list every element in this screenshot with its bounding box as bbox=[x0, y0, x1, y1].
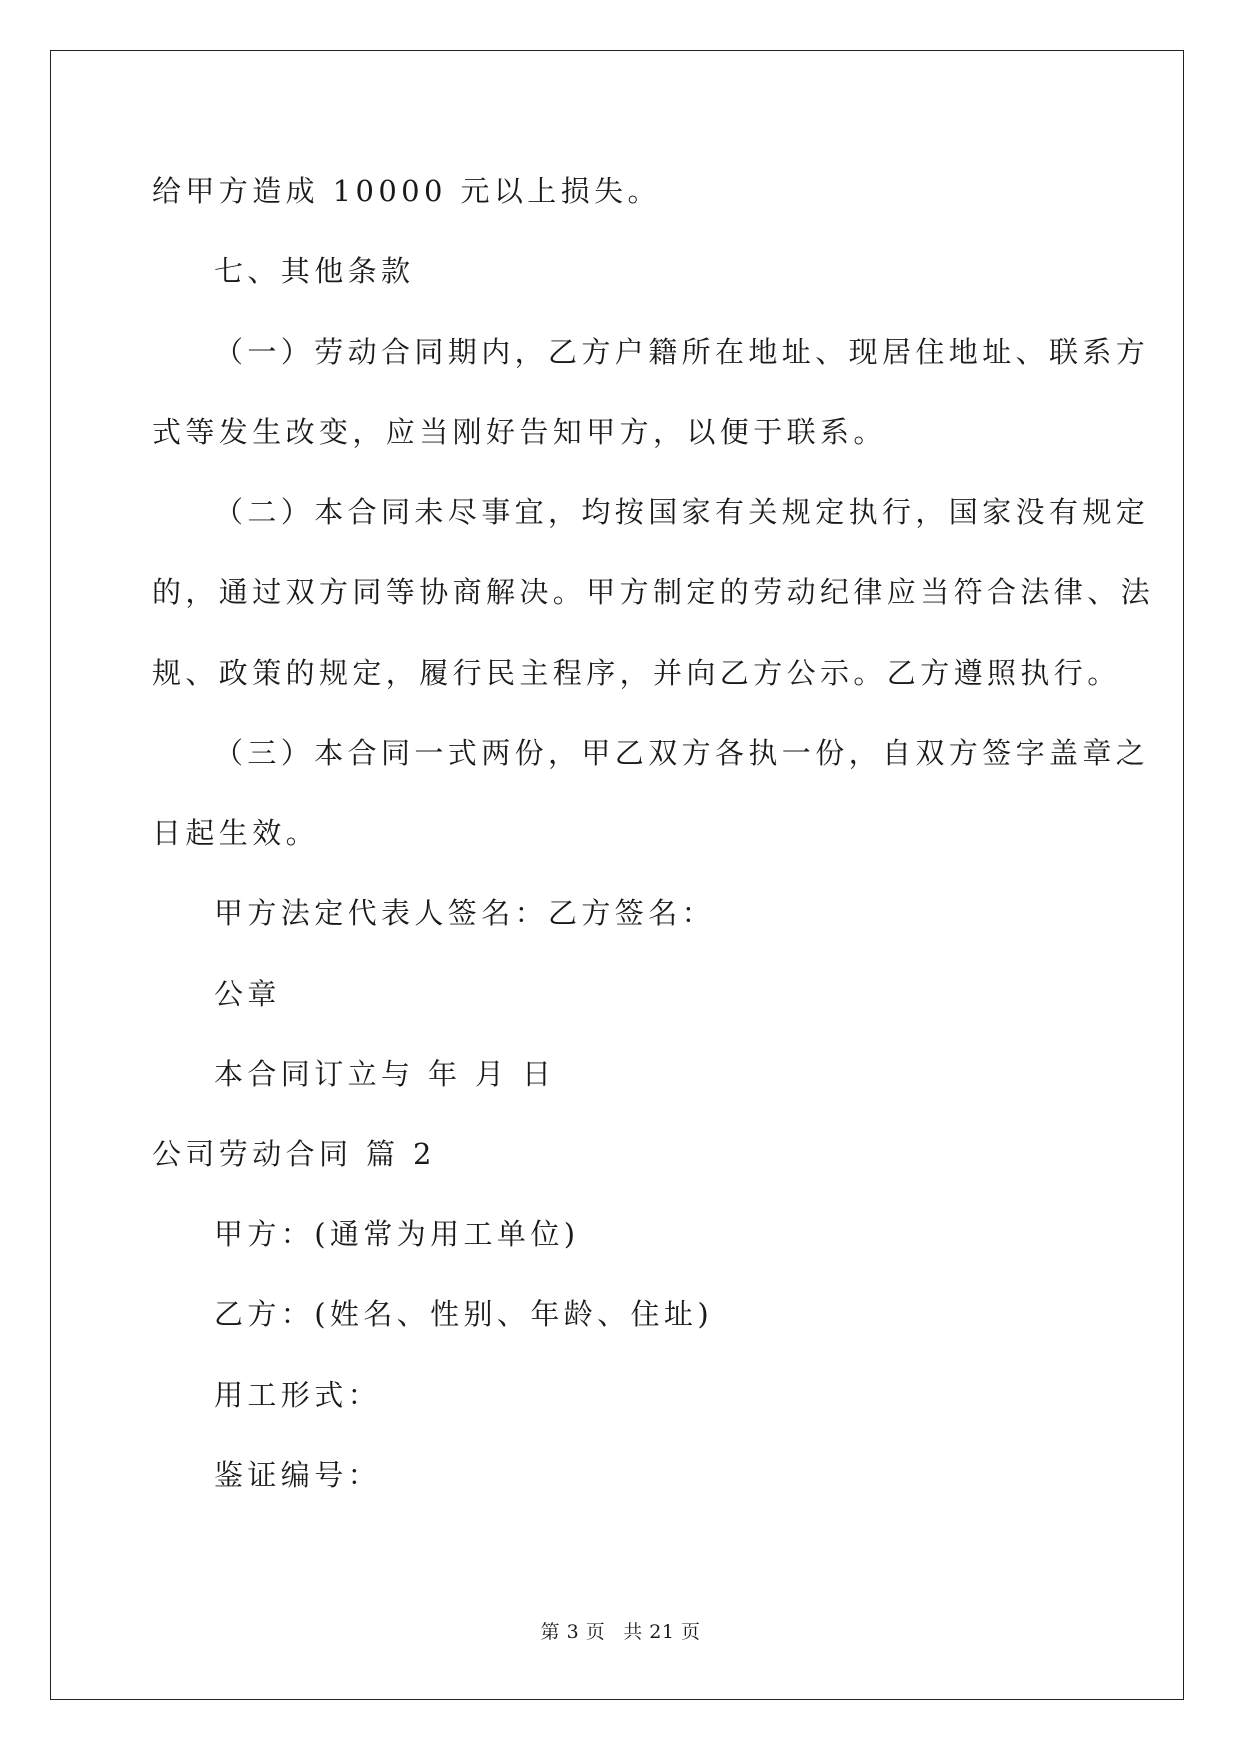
clause-2-line-1: （二）本合同未尽事宜，均按国家有关规定执行，国家没有规定 bbox=[214, 495, 1150, 529]
employment-form-line: 用工形式： bbox=[214, 1378, 382, 1412]
page-border bbox=[50, 50, 1184, 1700]
party-b-line: 乙方：(姓名、性别、年龄、住址) bbox=[214, 1297, 714, 1331]
clause-2-line-3: 规、政策的规定，履行民主程序，并向乙方公示。乙方遵照执行。 bbox=[152, 656, 1121, 690]
page-number: 第 3 页 bbox=[540, 1621, 606, 1643]
total-pages: 共 21 页 bbox=[623, 1621, 701, 1643]
verification-number-line: 鉴证编号： bbox=[214, 1458, 382, 1492]
clause-1-line-2: 式等发生改变，应当刚好告知甲方，以便于联系。 bbox=[152, 415, 887, 449]
party-a-line: 甲方：(通常为用工单位) bbox=[214, 1217, 580, 1251]
seal-line: 公章 bbox=[214, 977, 281, 1011]
page-footer bbox=[0, 1620, 1241, 1644]
clause-2-line-2: 的，通过双方同等协商解决。甲方制定的劳动纪律应当符合法律、法 bbox=[152, 575, 1155, 609]
clause-3-line-1: （三）本合同一式两份，甲乙双方各执一份，自双方签字盖章之 bbox=[214, 736, 1150, 770]
date-line: 本合同订立与 年 月 日 bbox=[214, 1057, 556, 1091]
section-heading: 七、其他条款 bbox=[214, 254, 415, 288]
signature-line: 甲方法定代表人签名：乙方签名： bbox=[214, 896, 716, 930]
clause-3-line-2: 日起生效。 bbox=[152, 816, 320, 850]
clause-1-line-1: （一）劳动合同期内，乙方户籍所在地址、现居住地址、联系方 bbox=[214, 335, 1150, 369]
section-title: 公司劳动合同 篇 2 bbox=[152, 1137, 436, 1171]
text-line-1: 给甲方造成 10000 元以上损失。 bbox=[152, 174, 661, 208]
